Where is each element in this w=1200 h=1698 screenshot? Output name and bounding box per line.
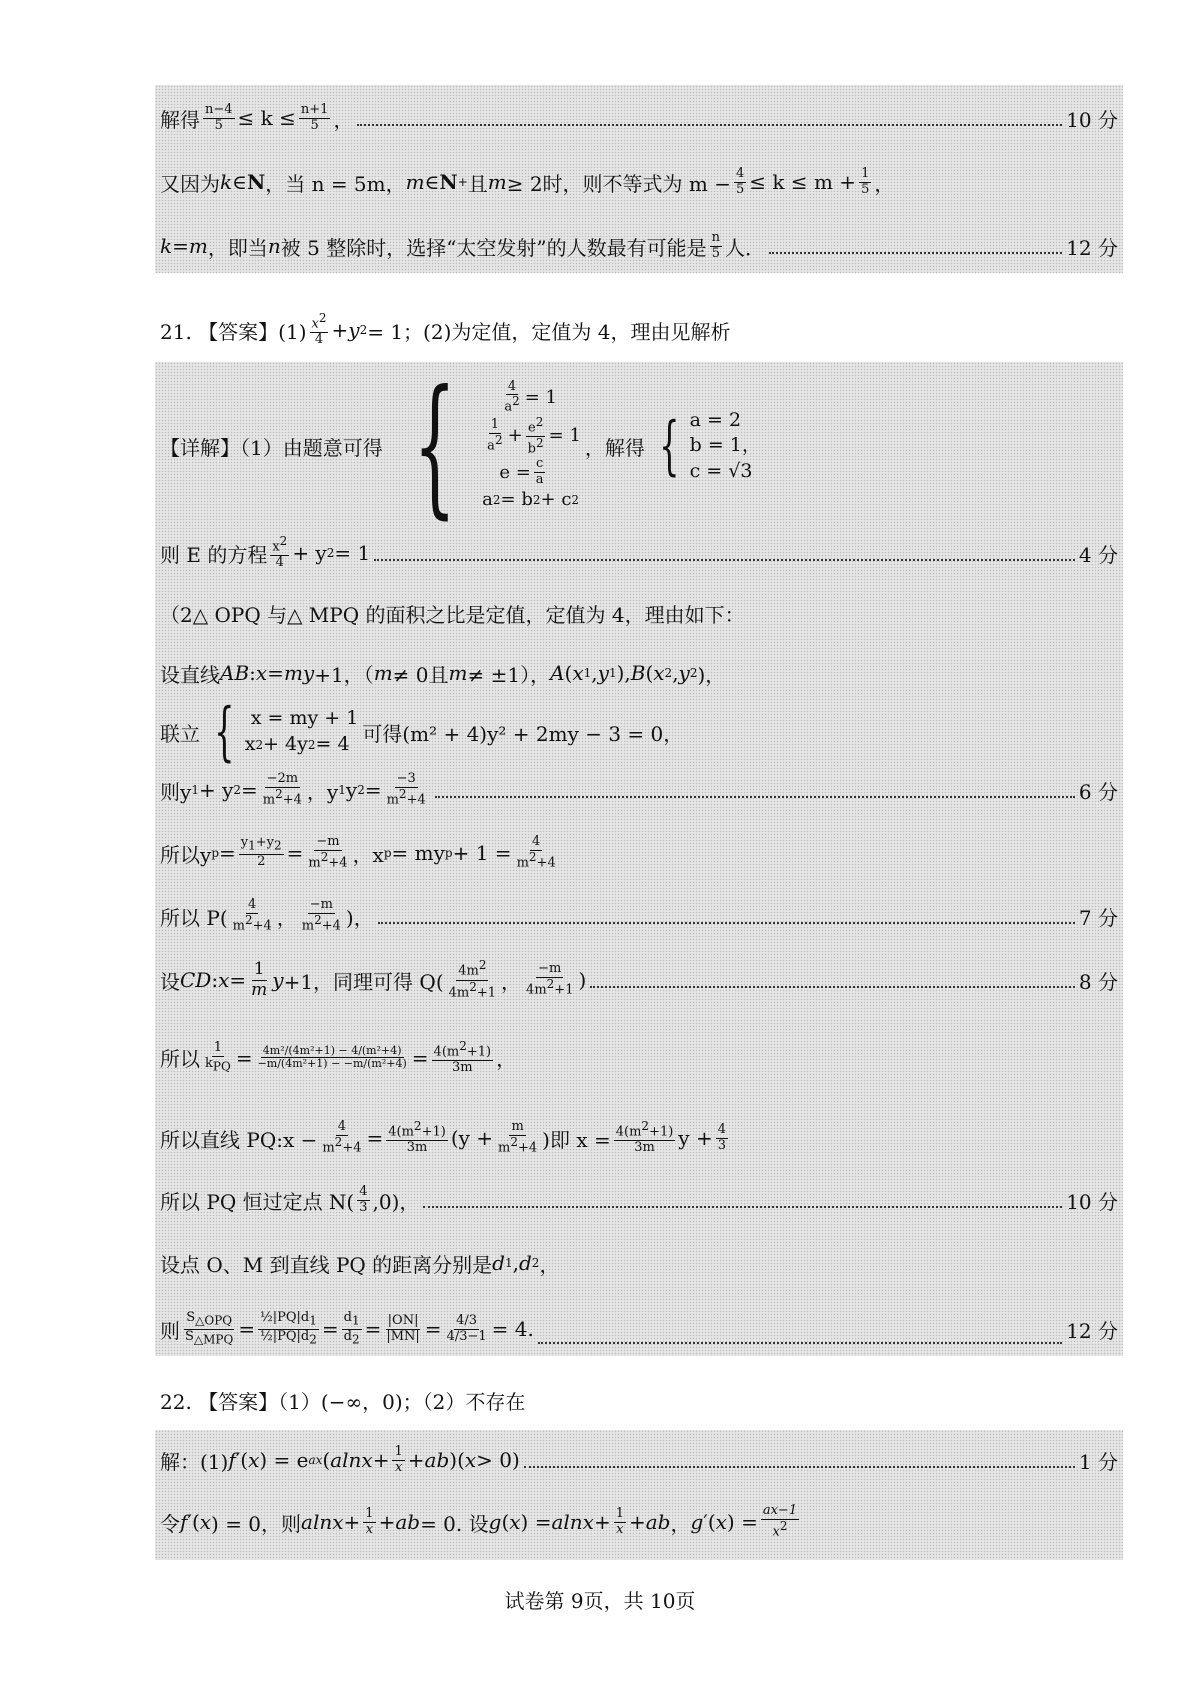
line-g-function: 令 f ′( x ) = 0，则 alnx + $\frac{1}{x}$ + ab = 0. 设 g ( x ) = alnx + $\frac{1}{x}$ + ab ， g ′( x ) = $\frac{ax-1}{x^2}$ — [160, 1502, 798, 1540]
score-8: 8 分 — [1078, 969, 1118, 994]
score-6: 6 分 — [1078, 779, 1118, 804]
line-k-equals-m: k = m ，即当 n 被 5 整除时，选择“太空发射”的人数最有可能是 $\frac{n}{5}$ 人． 12 分 — [160, 229, 1118, 261]
score-1: 1 分 — [1078, 1449, 1118, 1474]
line-joint-system: 联立 { x = my + 1 x 2 + 4y 2 = 4 可得(m² + 4)y² + 2my − 3 = 0， — [160, 695, 684, 769]
line-slope-pq: 所以 $\frac{1}{k_{PQ}}$ = $\frac{\text{4m²/(4m²+1) − 4/(m²+4)}}{\text{−m/(4m²+1) − −m/(m²+4)}}$ = $\frac{4(m^2+1)}{3m}$ ， — [160, 1038, 517, 1076]
score-4: 4 分 — [1078, 542, 1118, 567]
score-12: 12 分 — [1066, 235, 1118, 260]
line-yp-xp: 所以y p = $\frac{y_1+y_2}{2}$ = $\frac{-m}{m^2+4}$ ，x p = my p + 1 = $\frac{4}{m^2+4}$ — [160, 833, 556, 871]
line-distances: 设点 O、M 到直线 PQ 的距离分别是 d 1 , d 2 ， — [160, 1251, 560, 1277]
score-10b: 10 分 — [1066, 1189, 1118, 1214]
line-point-q: 设 CD : x = $\frac{1}{m}$ y +1，同理可得 Q( $\frac{4m^2}{4m^2+1}$ ， $\frac{-m}{4m^2+1}$ ) 8 分 — [160, 958, 1118, 1000]
score-10: 10 分 — [1066, 107, 1118, 132]
line-area-ratio: 则 $\frac{S_{\triangle OPQ}}{S_{\triangle MPQ}}$ = $\frac{\frac{1}{2}|PQ|d_1}{\frac{1}{2}|PQ|d_2}$ = $\frac{d_1}{d_2}$ = $\frac{|ON|}{|MN|}$ = $\frac{4/3}{4/3-1}$ = 4. 12 分 — [160, 1310, 1118, 1347]
q21-detail-system: 【详解】（1）由题意可得 { $\frac{4}{a^2}$ = 1 $\frac{1}{a^2}$ + $\frac{e^2}{b^2}$ = 1 e = $\frac{c}{a}$ a 2 = b 2 + c 2 ，解得 { a = 2 b = 1， c = √3 — [160, 359, 761, 533]
line-vieta: 则y 1 + y 2 = $\frac{-2m}{m^2+4}$ ，y 1 y 2 = $\frac{-3}{m^2+4}$ 6 分 — [160, 770, 1118, 808]
line-solve-k: 解得 $\frac{n-4}{5}$ ≤ k ≤ $\frac{n+1}{5}$ ， 10 分 — [160, 101, 1118, 133]
line-part2-intro: （2△ OPQ 与△ MPQ 的面积之比是定值，定值为 4，理由如下： — [160, 602, 745, 627]
line-point-p: 所以 P( $\frac{4}{m^2+4}$ ， $\frac{-m}{m^2+4}$ )， 7 分 — [160, 896, 1118, 934]
detail-prefix: 【详解】（1）由题意可得 — [160, 435, 383, 460]
line-derivative: 解：(1) f ′( x ) = e ax ( alnx + $\frac{1}{x}$ + ab )( x > 0) 1 分 — [160, 1443, 1118, 1475]
score-7: 7 分 — [1078, 905, 1118, 930]
detail-solve: ，解得 — [584, 435, 645, 460]
page-footer: 试卷第 9页，共 10页 — [504, 1589, 696, 1613]
line-pq-equation: 所以直线 PQ:x − $\frac{4}{m^2+4}$ = $\frac{4(m^2+1)}{3m}$ (y + $\frac{m}{m^2+4}$ )即 x = $\frac{4(m^2+1)}{3m}$ y + $\frac{4}{3}$ — [160, 1118, 726, 1156]
q21-answer: 21. 【答案】(1) $\frac{x^2}{4}$ + y 2 = 1；(2)为定值，定值为 4，理由见解析 — [160, 310, 731, 348]
line-ellipse-equation: 则 E 的方程 $\frac{x^2}{4}$ + y 2 = 1 4 分 — [160, 533, 1118, 571]
score-12b: 12 分 — [1066, 1318, 1118, 1343]
line-inequality: 又因为 k ∈ N ，当 n = 5m， m ∈ N + 且 m ≥ 2时，则不等式为 m − $\frac{4}{5}$ ≤ k ≤ m + $\frac{1}{5}$ ， — [160, 165, 895, 197]
line-line-ab: 设直线 AB : x = my +1，（ m ≠ 0且 m ≠ ±1）， A ( x 1 , y 1 ), B ( x 2 , y 2 )， — [160, 661, 726, 687]
line-fixed-point-n: 所以 PQ 恒过定点 N( $\frac{4}{3}$ ,0)， 10 分 — [160, 1183, 1118, 1215]
q22-answer: 22. 【答案】（1）(−∞，0)；（2）不存在 — [160, 1389, 526, 1414]
